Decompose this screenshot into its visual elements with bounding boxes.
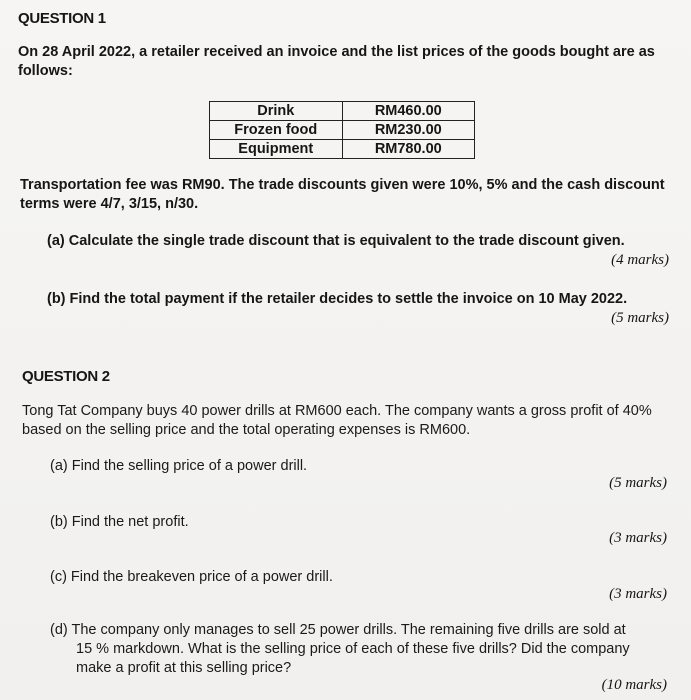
question-1-part-a: (a) Calculate the single trade discount that is equivalent to the trade discount given. (47, 233, 625, 249)
question-2-part-b: (b) Find the net profit. (50, 514, 189, 530)
question-2-part-d-line-1: (d) The company only manages to sell 25 power drills. The remaining five drills are sold at (50, 622, 626, 638)
question-2-part-d-line-3: make a profit at this selling price? (76, 660, 292, 676)
table-cell-price: RM230.00 (342, 121, 474, 140)
table-row (210, 121, 475, 140)
question-1-part-b-marks: (5 marks) (611, 310, 669, 326)
table-cell-price: RM780.00 (342, 140, 474, 159)
question-1-transport-line-1: Transportation fee was RM90. The trade discounts given were 10%, 5% and the cash discount (20, 177, 665, 193)
table-cell-item: Drink (210, 102, 343, 121)
question-2-part-d-line-2: 15 % markdown. What is the selling price of each of these five drills? Did the company (76, 641, 630, 657)
question-1-part-a-marks: (4 marks) (611, 252, 669, 268)
question-1-intro-line-2: follows: (18, 63, 73, 79)
table-cell-price: RM460.00 (342, 102, 474, 121)
table-cell-item: Frozen food (210, 121, 343, 140)
question-2-heading: QUESTION 2 (22, 368, 110, 385)
question-2-part-a-marks: (5 marks) (609, 475, 667, 491)
question-2-part-d-marks: (10 marks) (601, 677, 667, 693)
question-2-intro-line-1: Tong Tat Company buys 40 power drills at RM600 each. The company wants a gross profit of 40% (22, 403, 652, 419)
question-1-part-b: (b) Find the total payment if the retailer decides to settle the invoice on 10 May 2022. (47, 291, 628, 307)
question-2-intro-line-2: based on the selling price and the total operating expenses is RM600. (22, 422, 471, 438)
table-cell-item: Equipment (210, 140, 343, 159)
question-2-part-c-marks: (3 marks) (609, 586, 667, 602)
question-2-part-b-marks: (3 marks) (609, 530, 667, 546)
price-table (209, 101, 475, 159)
question-2-part-c: (c) Find the breakeven price of a power drill. (50, 569, 333, 585)
table-row (210, 140, 475, 159)
question-1-transport-line-2: terms were 4/7, 3/15, n/30. (20, 196, 199, 212)
table-row (210, 102, 475, 121)
question-1-heading: QUESTION 1 (18, 10, 106, 27)
question-2-part-a: (a) Find the selling price of a power drill. (50, 458, 308, 474)
question-1-intro-line-1: On 28 April 2022, a retailer received an invoice and the list prices of the goods bought are as (18, 44, 655, 60)
